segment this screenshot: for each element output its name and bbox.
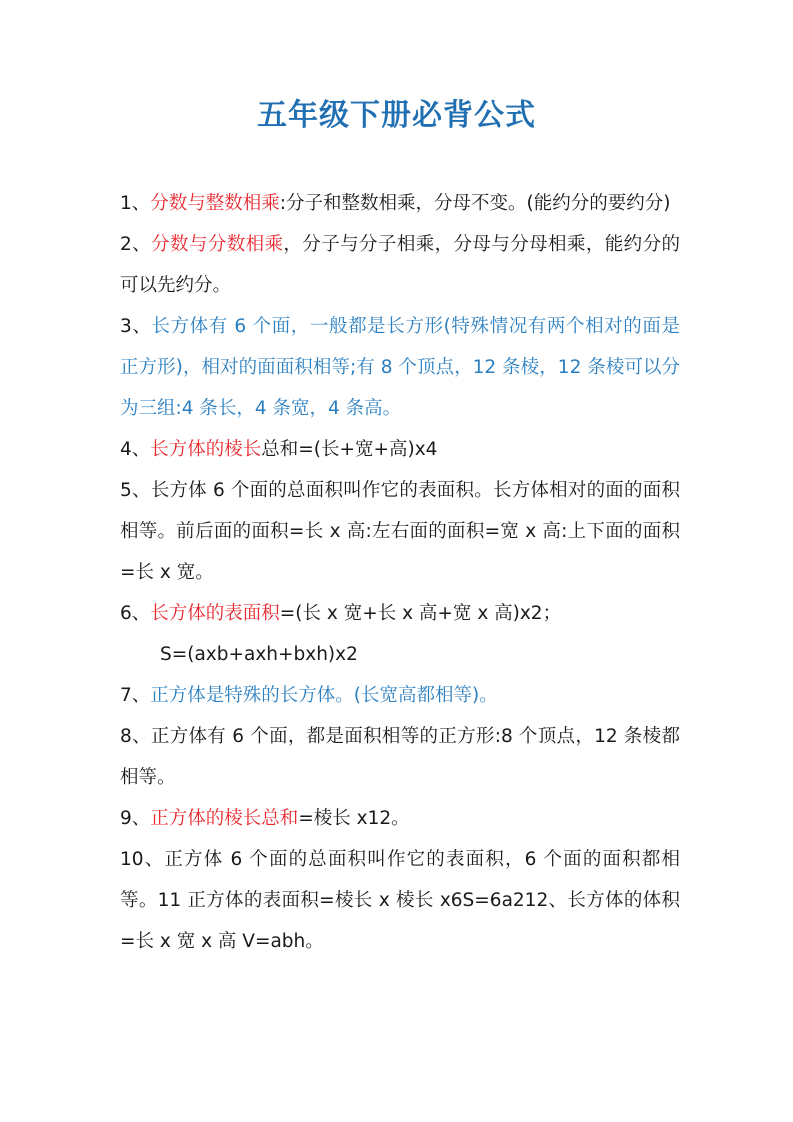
list-item-7 bbox=[120, 675, 680, 716]
item-highlight: 分数与分数相乘 bbox=[151, 234, 284, 255]
list-item-2 bbox=[120, 224, 680, 306]
list-item-3 bbox=[120, 306, 680, 429]
list-item-9 bbox=[120, 798, 680, 839]
item-number: 7、 bbox=[120, 685, 151, 706]
item-text: 正方体 6 个面的总面积叫作它的表面积，6 个面的面积都相等。11 正方体的表面积=棱长 x 棱长 x6S=6a212、长方体的体积=长 x 宽 x 高 V=abh。 bbox=[120, 849, 681, 952]
item-highlight: 长方体有 6 个面，一般都是长方形(特殊情况有两个相对的面是正方形)，相对的面面积相等;有 8 个顶点，12 条棱，12 条棱可以分为三组:4 条长，4 条宽，4 条高。 bbox=[120, 316, 680, 419]
item-text: ，分子与分子相乘，分母与分母相乘，能约分的可以先约分。 bbox=[120, 234, 680, 296]
formula-line bbox=[120, 634, 680, 675]
list-item-8 bbox=[120, 716, 680, 798]
item-highlight: 正方体的棱长总和 bbox=[150, 808, 299, 829]
item-highlight: 长方体的棱长 bbox=[150, 439, 262, 460]
item-number: 6、 bbox=[120, 603, 151, 624]
item-highlight: 分数与整数相乘 bbox=[150, 193, 280, 214]
item-highlight: 长方体的表面积 bbox=[150, 603, 280, 624]
item-number: 8、 bbox=[120, 726, 151, 747]
item-number: 3、 bbox=[120, 316, 152, 337]
page-title: 五年级下册必背公式 bbox=[257, 98, 536, 133]
item-text: 长方体 6 个面的总面积叫作它的表面积。长方体相对的面的面积相等。前后面的面积=长 x 高:左右面的面积=宽 x 高:上下面的面积=长 x 宽。 bbox=[120, 480, 680, 583]
item-text: 总和=(长+宽+高)x4 bbox=[261, 439, 438, 460]
list-item-10 bbox=[120, 839, 680, 962]
formula-list bbox=[120, 183, 680, 962]
list-item-6 bbox=[120, 593, 680, 634]
item-number: 5、 bbox=[120, 480, 151, 501]
surface-area-formula: S=(axb+axh+bxh)x2 bbox=[160, 644, 358, 665]
item-number: 1、 bbox=[120, 193, 151, 214]
list-item-4 bbox=[120, 429, 680, 470]
item-number: 9、 bbox=[120, 808, 151, 829]
item-number: 10、 bbox=[120, 849, 165, 870]
item-text: 正方体有 6 个面，都是面积相等的正方形:8 个顶点，12 条棱都相等。 bbox=[120, 726, 680, 788]
item-text: =棱长 x12。 bbox=[298, 808, 410, 829]
list-item-5 bbox=[120, 470, 680, 593]
item-number: 2、 bbox=[120, 234, 152, 255]
list-item-1 bbox=[120, 183, 680, 224]
item-text: :分子和整数相乘，分母不变。(能约分的要约分) bbox=[279, 193, 671, 214]
item-text: =(长 x 宽+长 x 高+宽 x 高)x2； bbox=[279, 603, 562, 624]
item-highlight: 正方体是特殊的长方体。(长宽高都相等)。 bbox=[150, 685, 498, 706]
item-number: 4、 bbox=[120, 439, 151, 460]
